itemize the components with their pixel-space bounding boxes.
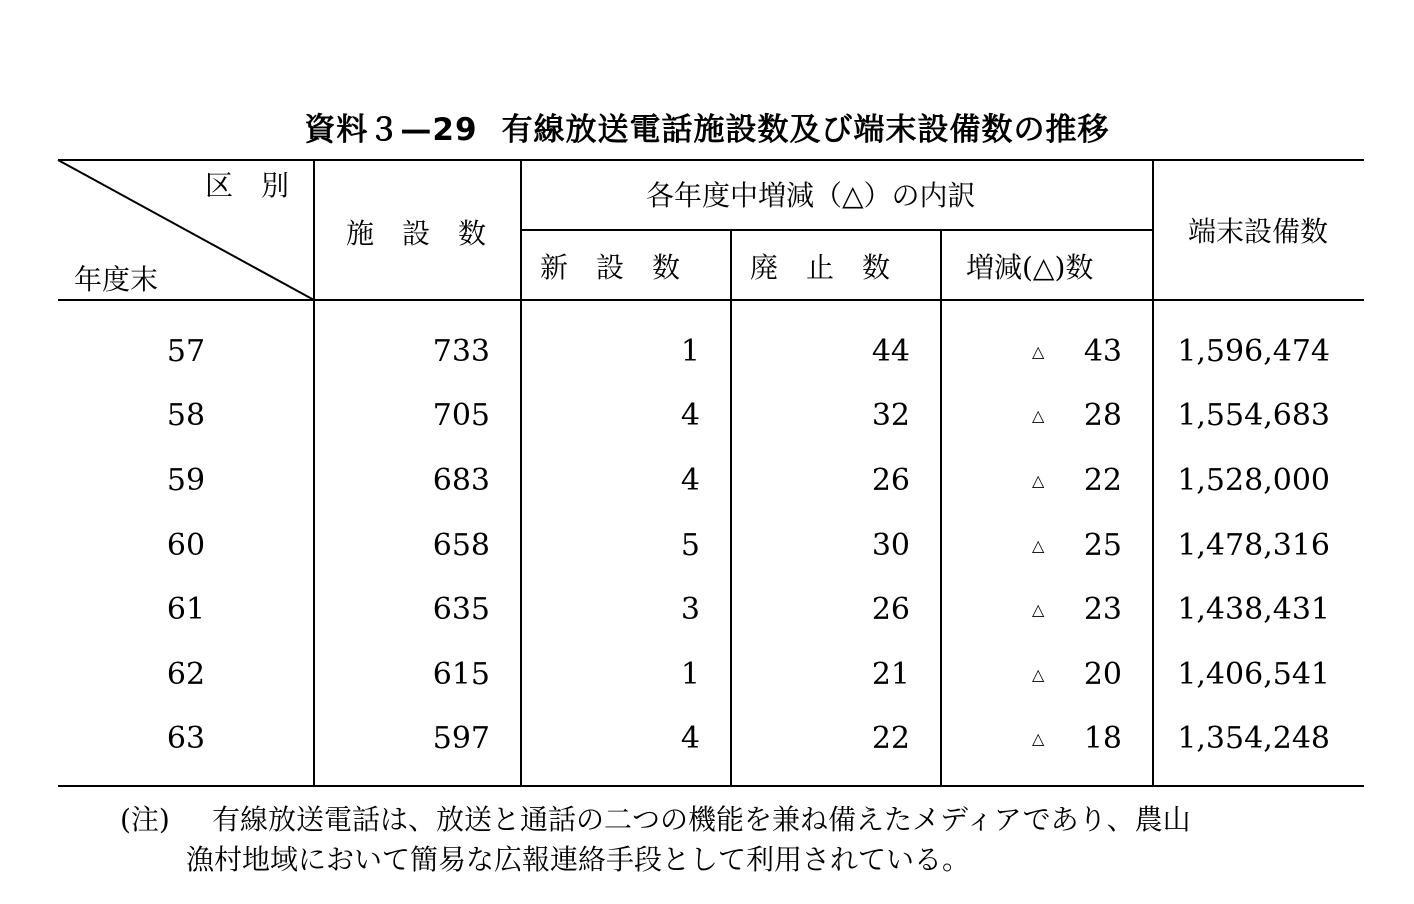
- cell-new: 3: [680, 592, 700, 627]
- cell-year: 58: [166, 398, 206, 433]
- corner-label-category: 区 別: [205, 169, 290, 202]
- decrease-mark: △: [1032, 471, 1045, 490]
- cell-abolished: 30: [871, 528, 910, 563]
- cell-new: 4: [680, 398, 700, 433]
- cell-year: 60: [166, 528, 206, 563]
- cell-year: 63: [166, 721, 206, 756]
- title-number: 資料３—29: [304, 112, 478, 148]
- cell-net-change: 28: [1083, 398, 1122, 433]
- corner-label-year-end: 年度末: [74, 263, 159, 296]
- cell-new: 4: [680, 721, 700, 756]
- cell-net-change: 25: [1083, 528, 1122, 563]
- cell-facilities: 733: [432, 334, 490, 369]
- cell-abolished: 26: [871, 592, 910, 627]
- cell-net-change: 23: [1083, 592, 1122, 627]
- decrease-mark: △: [1032, 406, 1045, 425]
- header-facilities: 施 設 数: [346, 217, 487, 250]
- header-terminals: 端末設備数: [1188, 215, 1329, 248]
- cell-terminals: 1,354,248: [1177, 721, 1330, 756]
- decrease-mark: △: [1032, 600, 1045, 619]
- cell-facilities: 635: [432, 592, 490, 627]
- cell-terminals: 1,554,683: [1177, 398, 1330, 433]
- cell-facilities: 658: [432, 528, 490, 563]
- cell-terminals: 1,438,431: [1177, 592, 1330, 627]
- cell-facilities: 705: [432, 398, 490, 433]
- cell-terminals: 1,528,000: [1177, 463, 1330, 498]
- cell-year: 59: [166, 463, 206, 498]
- decrease-mark: △: [1032, 342, 1045, 361]
- cell-net-change: 43: [1083, 334, 1122, 369]
- header-net-change: 増減(△)数: [966, 251, 1094, 284]
- cell-facilities: 597: [432, 721, 490, 756]
- cell-new: 4: [680, 463, 700, 498]
- cell-abolished: 32: [871, 398, 910, 433]
- cell-terminals: 1,478,316: [1177, 528, 1330, 563]
- cell-facilities: 615: [432, 657, 490, 692]
- note-line-1: 有線放送電話は、放送と通話の二つの機能を兼ね備えたメディアであり、農山: [212, 803, 1191, 836]
- cell-abolished: 22: [871, 721, 910, 756]
- cell-facilities: 683: [432, 463, 490, 498]
- header-new: 新 設 数: [540, 251, 681, 284]
- cell-terminals: 1,406,541: [1177, 657, 1330, 692]
- decrease-mark: △: [1032, 729, 1045, 748]
- cell-new: 1: [680, 334, 700, 369]
- cell-abolished: 44: [871, 334, 910, 369]
- cell-year: 62: [166, 657, 206, 692]
- cell-terminals: 1,596,474: [1177, 334, 1330, 369]
- cell-year: 57: [166, 334, 206, 369]
- header-abolished: 廃 止 数: [750, 251, 891, 284]
- decrease-mark: △: [1032, 665, 1045, 684]
- cell-year: 61: [166, 592, 206, 627]
- decrease-mark: △: [1032, 536, 1045, 555]
- cell-net-change: 22: [1083, 463, 1122, 498]
- cell-new: 1: [680, 657, 700, 692]
- cell-net-change: 20: [1083, 657, 1122, 692]
- note-label: (注): [120, 803, 170, 836]
- cell-abolished: 26: [871, 463, 910, 498]
- header-breakdown: 各年度中増減（△）の内訳: [646, 179, 976, 212]
- cell-abolished: 21: [871, 657, 910, 692]
- title-text: 有線放送電話施設数及び端末設備数の推移: [501, 112, 1110, 148]
- cell-new: 5: [680, 528, 700, 563]
- cell-net-change: 18: [1083, 721, 1122, 756]
- note-line-2: 漁村地域において簡易な広報連絡手段として利用されている。: [186, 843, 971, 876]
